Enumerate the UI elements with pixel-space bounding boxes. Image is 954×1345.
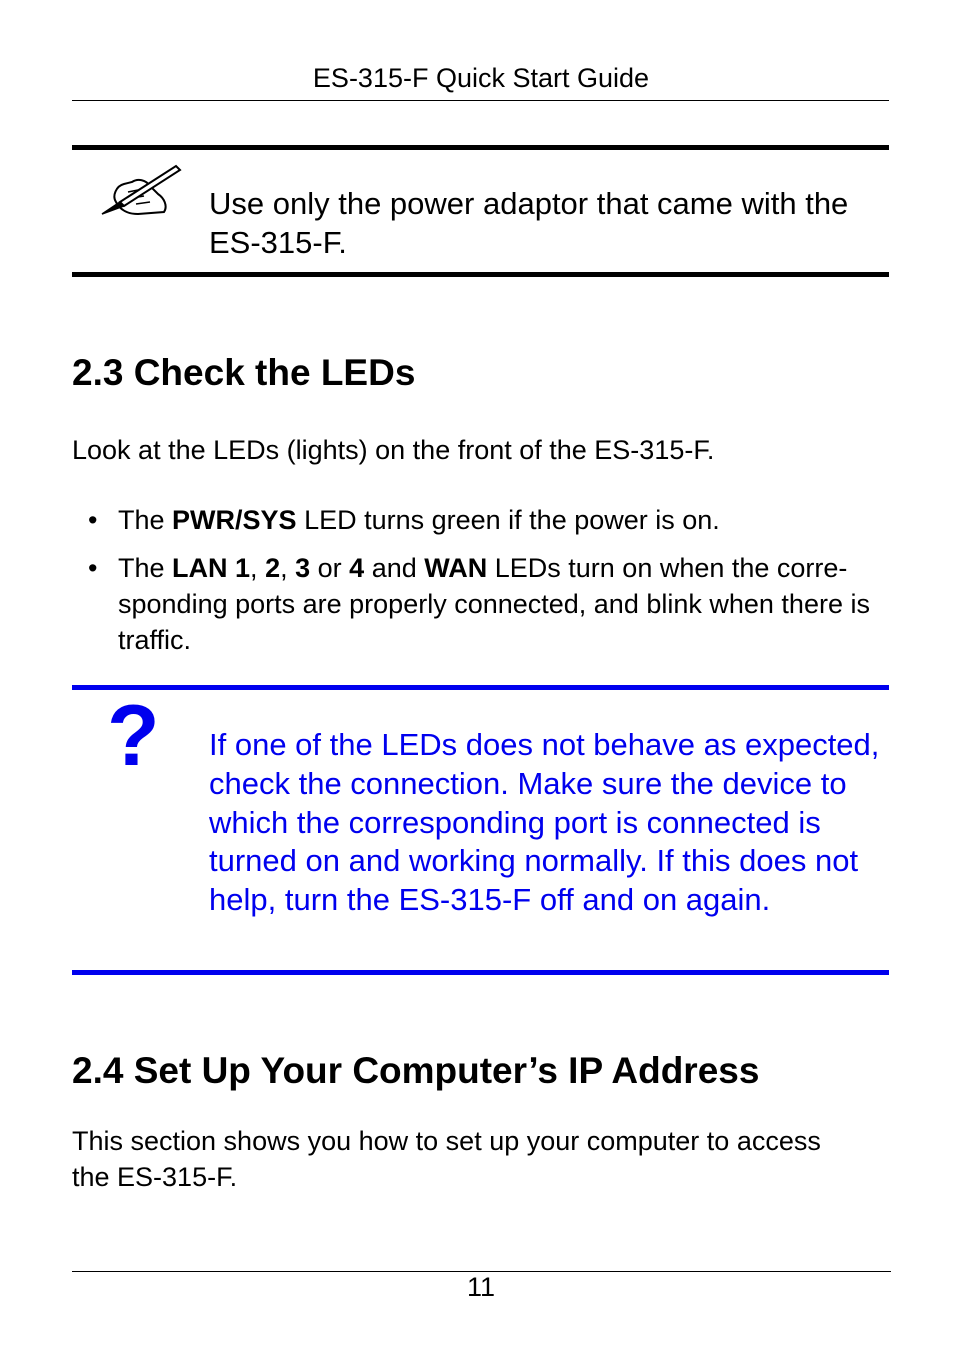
term-wan: WAN [424, 553, 488, 583]
term-lan3: 3 [295, 553, 311, 583]
list-item-lan-wan-leds: • The LAN 1, 2, 3 or 4 and WAN LEDs turn on when the corre-sponding ports are properly connected, and blink when there is traffic. [88, 550, 893, 658]
term-pwr-sys: PWR/SYS [172, 505, 297, 535]
term-lan1: LAN 1 [172, 553, 251, 583]
page-number: 11 [466, 1272, 496, 1302]
term-lan2: 2 [265, 553, 281, 583]
list-item-pwr-led: • The PWR/SYS LED turns green if the power is on. [88, 502, 893, 538]
note-bottom-rule [72, 272, 889, 277]
tip-top-rule [72, 685, 889, 690]
term-lan4: 4 [349, 553, 365, 583]
note-text: Use only the power adaptor that came with the ES-315-F. [209, 186, 849, 260]
header-rule [72, 100, 889, 101]
question-icon: ? [107, 688, 160, 784]
section-intro-ip: This section shows you how to set up your computer to access the ES-315-F. [72, 1126, 821, 1192]
tip-bottom-rule [72, 970, 889, 975]
tip-text: If one of the LEDs does not behave as expected, check the connection. Make sure the device to which the corresponding port is connected is turned on and working normally. If this does not help, turn the ES-315-F off and on again. [209, 727, 880, 918]
running-header: ES-315-F Quick Start Guide [312, 63, 650, 93]
section-intro-leds: Look at the LEDs (lights) on the front of the ES-315-F. [72, 435, 715, 465]
pen-icon [98, 162, 182, 218]
section-heading-check-leds: 2.3 Check the LEDs [72, 352, 416, 393]
section-heading-ip-address: 2.4 Set Up Your Computer’s IP Address [72, 1050, 760, 1091]
note-top-rule [72, 145, 889, 150]
bullet-marker: • [88, 505, 98, 535]
bullet-marker: • [88, 553, 98, 583]
